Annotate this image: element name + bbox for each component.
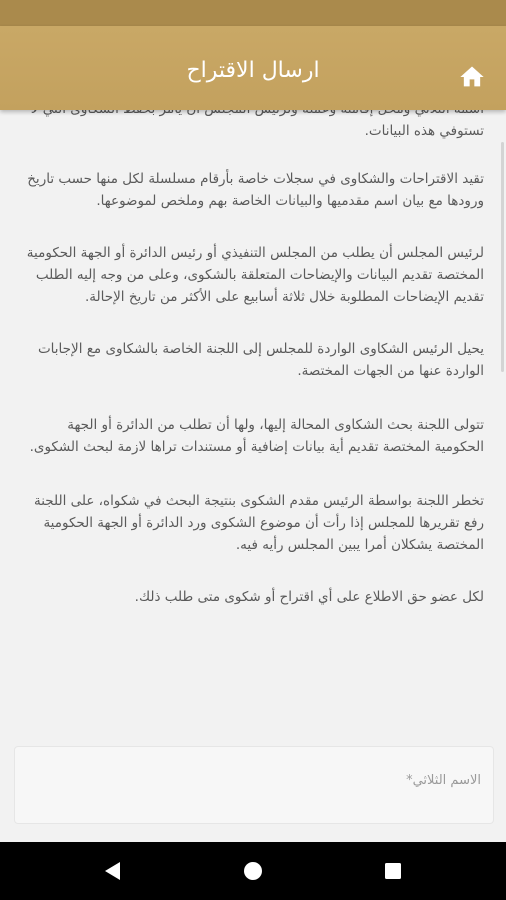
back-icon: [98, 856, 128, 886]
home-icon: [458, 63, 486, 91]
paragraph-7: لكل عضو حق الاطلاع على أي اقتراح أو شكوى متى طلب ذلك.: [134, 589, 484, 605]
page-title: ارسال الاقتراح: [186, 58, 320, 83]
scroll-content[interactable]: [0, 110, 506, 842]
recents-icon: [378, 856, 408, 886]
paragraph-1: تستوفي هذه البيانات.: [364, 123, 484, 139]
paragraph-list: [0, 98, 506, 608]
recents-button[interactable]: [378, 856, 408, 886]
scrollbar[interactable]: [501, 142, 504, 372]
paragraph-3: لرئيس المجلس أن يطلب من المجلس التنفيذي أو رئيس الدائرة أو الجهة الحكومية المختصة تقديم البيانات والإيضاحات المتعلقة بالشكوى، وعلى من وجه إليه الطلب تقديم الإيضاحات المطلوبة خلال ثلاثة أسابيع على الأكثر من تاريخ الإحالة.: [26, 245, 484, 305]
paragraph-4: يحيل الرئيس الشكاوى الواردة للمجلس إلى اللجنة الخاصة بالشكاوى مع الإجابات الواردة عنها من الجهات المختصة.: [37, 341, 484, 379]
back-button[interactable]: [98, 856, 128, 886]
navigation-bar: [0, 842, 506, 900]
paragraph-5: تتولى اللجنة بحث الشكاوى المحالة إليها، ولها أن تطلب من الدائرة أو الجهة الحكومية المختصة تقديم أية بيانات إضافية أو مستندات تراها لازمة لبحث الشكوى.: [29, 417, 484, 455]
paragraph-6: تخطر اللجنة بواسطة الرئيس مقدم الشكوى بنتيجة البحث في شكواه، على اللجنة رفع تقريرها للمجلس إذا رأت أن موضوع الشكوى ورد الدائرة أو الجهة الحكومية المختصة يشكلان أمرا يبين المجلس رأيه فيه.: [33, 493, 484, 553]
home-button[interactable]: [458, 63, 486, 91]
nav-home-icon: [238, 856, 268, 886]
full-name-label: الاسم الثلاثي*: [406, 773, 481, 788]
full-name-field[interactable]: [14, 746, 494, 824]
status-bar: [0, 0, 506, 26]
nav-home-button[interactable]: [238, 856, 268, 886]
app-bar: [0, 26, 506, 110]
paragraph-2: تقيد الاقتراحات والشكاوى في سجلات خاصة بأرقام مسلسلة لكل منها حسب تاريخ ورودها مع بيان اسم مقدميها والبيانات الخاصة بهم وملخص لموضوعها.: [27, 171, 484, 209]
